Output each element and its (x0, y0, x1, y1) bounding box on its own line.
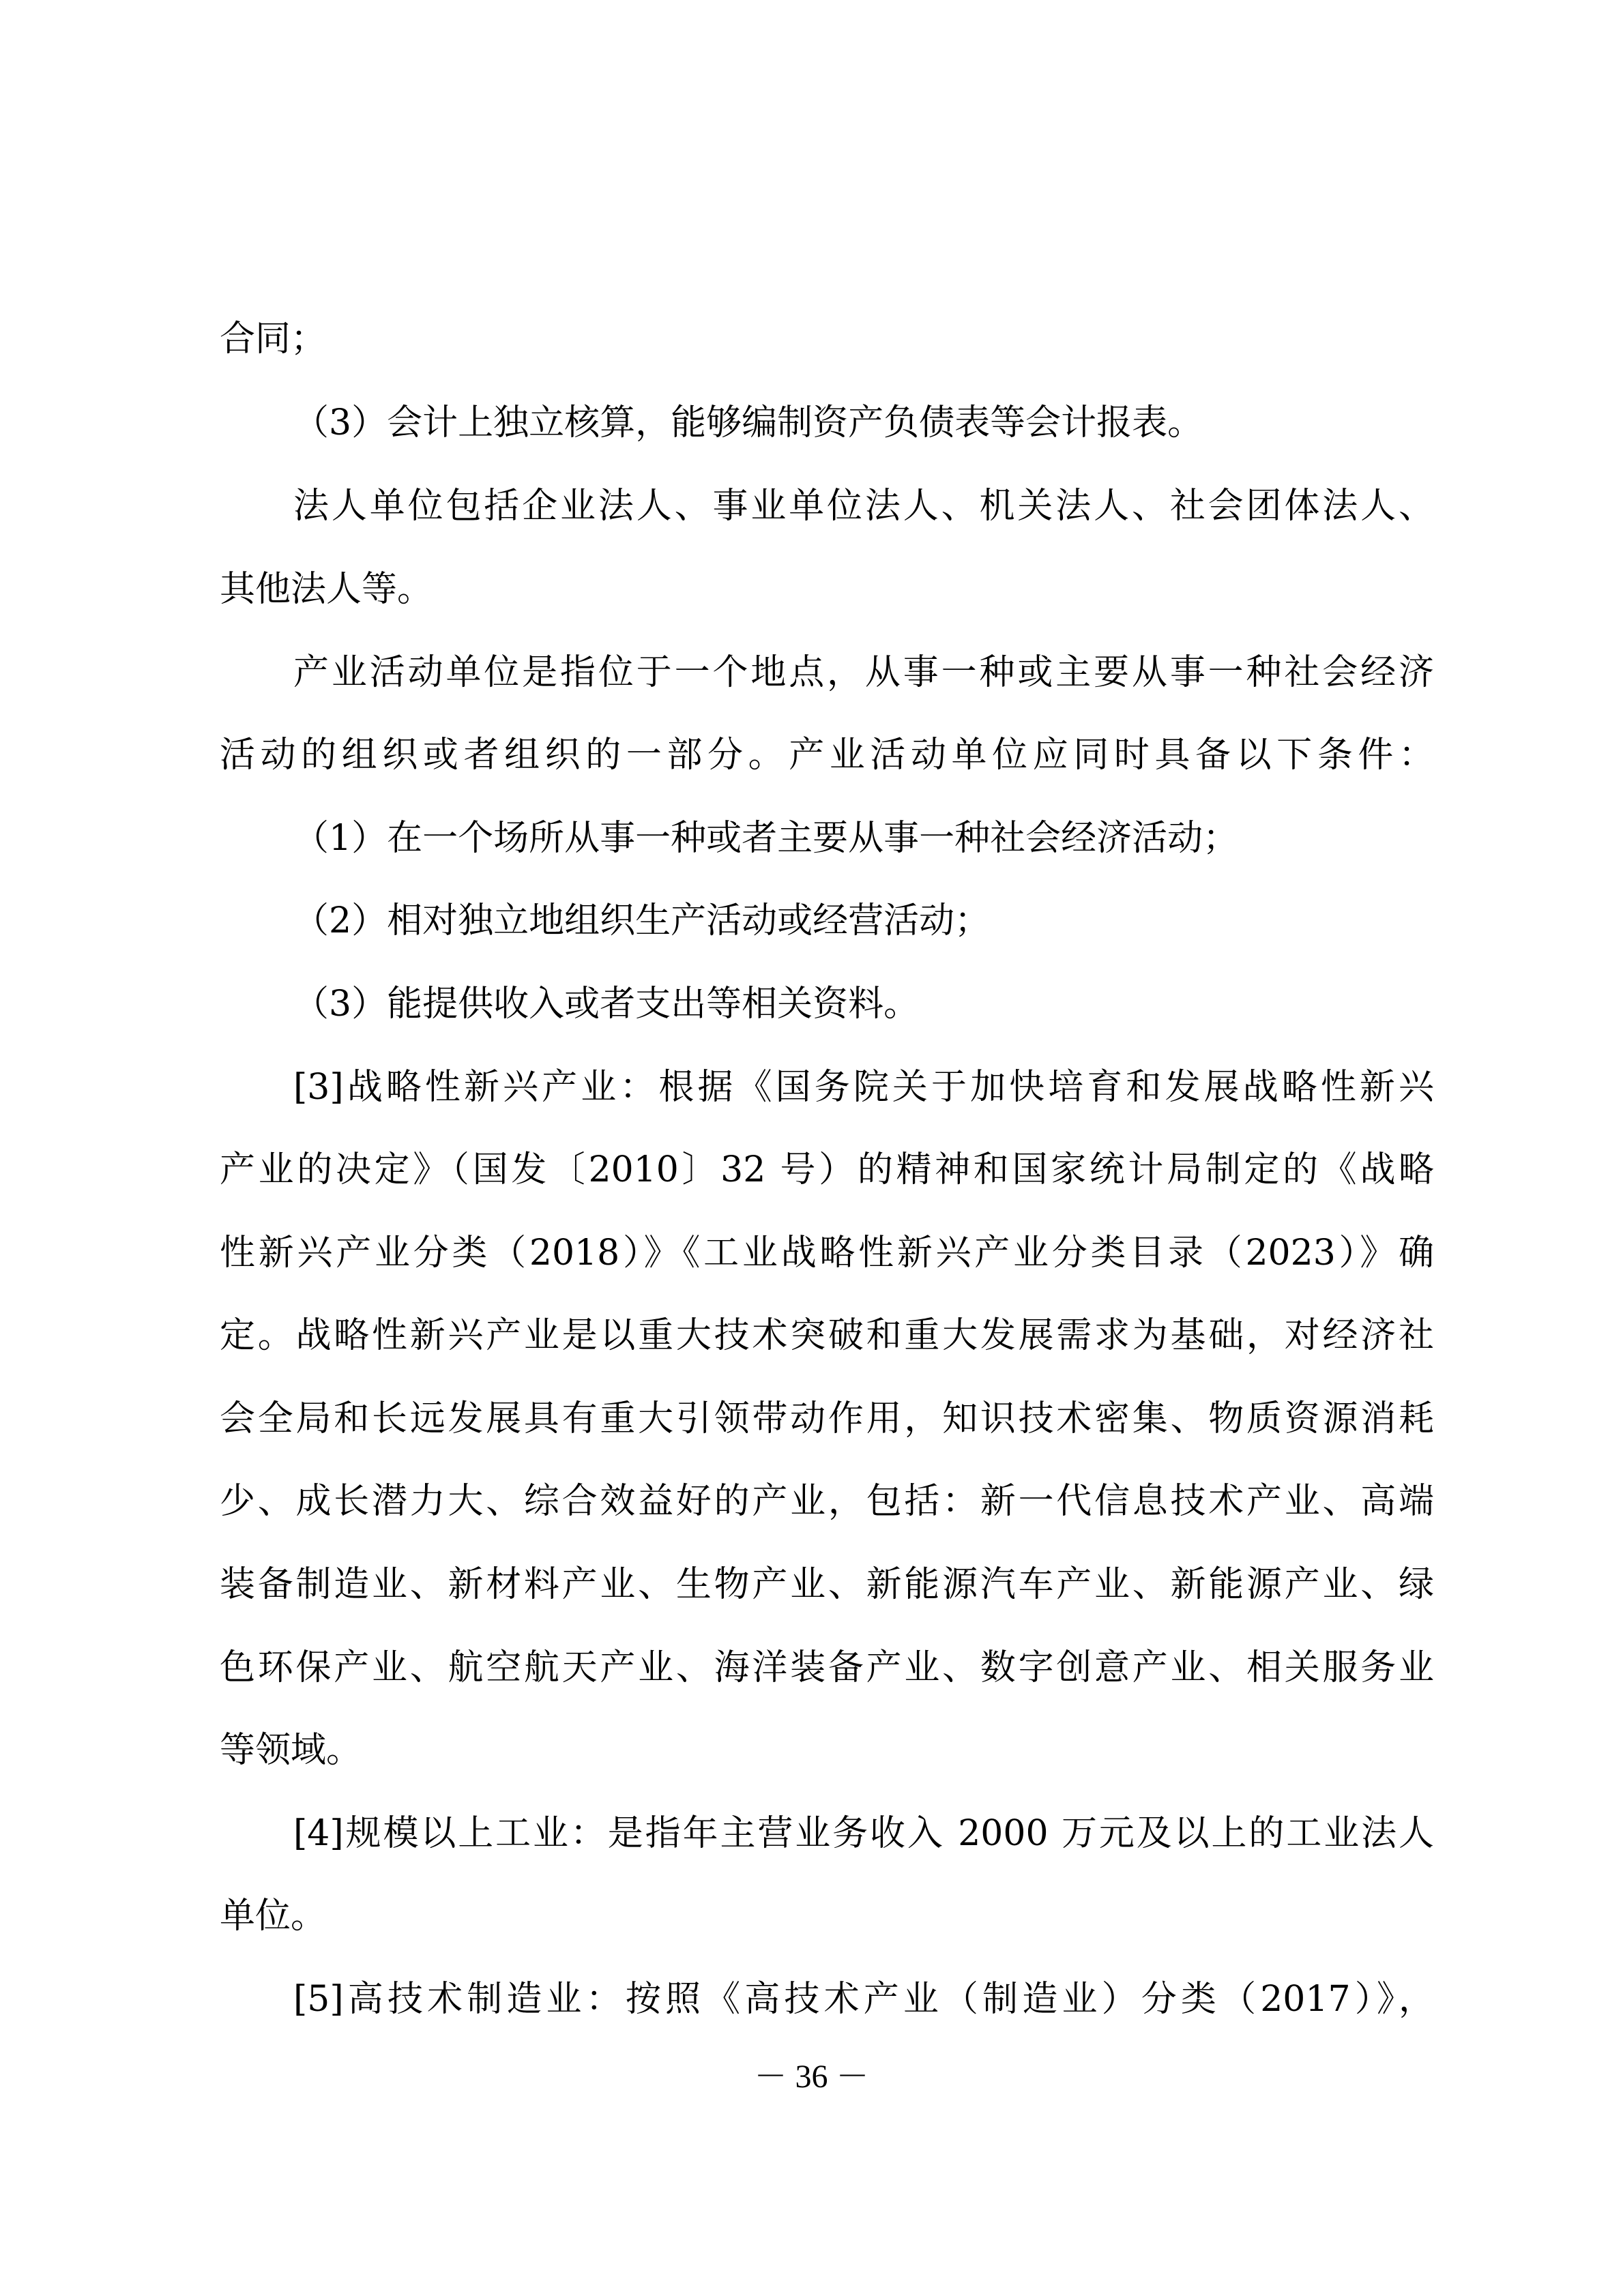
text-line-15: 少、成长潜力大、综合效益好的产业，包括：新一代信息技术产业、高端 (220, 1481, 1434, 1522)
text-line-14: 会全局和长远发展具有重大引领带动作用，知识技术密集、物质资源消耗 (220, 1398, 1434, 1439)
text-line-18: 等领域。 (220, 1730, 362, 1771)
text-line-17: 色环保产业、航空航天产业、海洋装备产业、数字创意产业、相关服务业 (220, 1647, 1434, 1688)
text-line-19: [4]规模以上工业：是指年主营业务收入 2000 万元及以上的工业法人 (293, 1813, 1434, 1854)
text-line-6: 活动的组织或者组织的一部分。产业活动单位应同时具备以下条件： (220, 735, 1434, 776)
text-line-4: 其他法人等。 (220, 569, 433, 610)
text-line-13: 定。战略性新兴产业是以重大技术突破和重大发展需求为基础，对经济社 (220, 1315, 1434, 1356)
text-line-12: 性新兴产业分类（2018）》《工业战略性新兴产业分类目录（2023）》确 (220, 1233, 1434, 1274)
text-line-10: [3]战略性新兴产业：根据《国务院关于加快培育和发展战略性新兴 (293, 1067, 1434, 1108)
text-line-20: 单位。 (220, 1896, 327, 1937)
text-line-8: （2）相对独立地组织生产活动或经营活动； (293, 900, 991, 941)
page-number: － 36 － (754, 2059, 869, 2095)
text-line-7: （1）在一个场所从事一种或者主要从事一种社会经济活动； (293, 818, 1239, 859)
text-line-3: 法人单位包括企业法人、事业单位法人、机关法人、社会团体法人、 (293, 486, 1434, 527)
text-line-21: [5]高技术制造业：按照《高技术产业（制造业）分类（2017）》， (293, 1979, 1434, 2020)
text-line-5: 产业活动单位是指位于一个地点，从事一种或主要从事一种社会经济 (293, 652, 1434, 693)
text-line-16: 装备制造业、新材料产业、生物产业、新能源汽车产业、新能源产业、绿 (220, 1564, 1434, 1605)
text-line-11: 产业的决定》（国发〔2010〕32 号）的精神和国家统计局制定的《战略 (220, 1149, 1434, 1190)
text-line-9: （3）能提供收入或者支出等相关资料。 (293, 984, 920, 1025)
text-line-1: 合同； (220, 319, 327, 359)
text-line-2: （3）会计上独立核算，能够编制资产负债表等会计报表。 (293, 402, 1203, 443)
